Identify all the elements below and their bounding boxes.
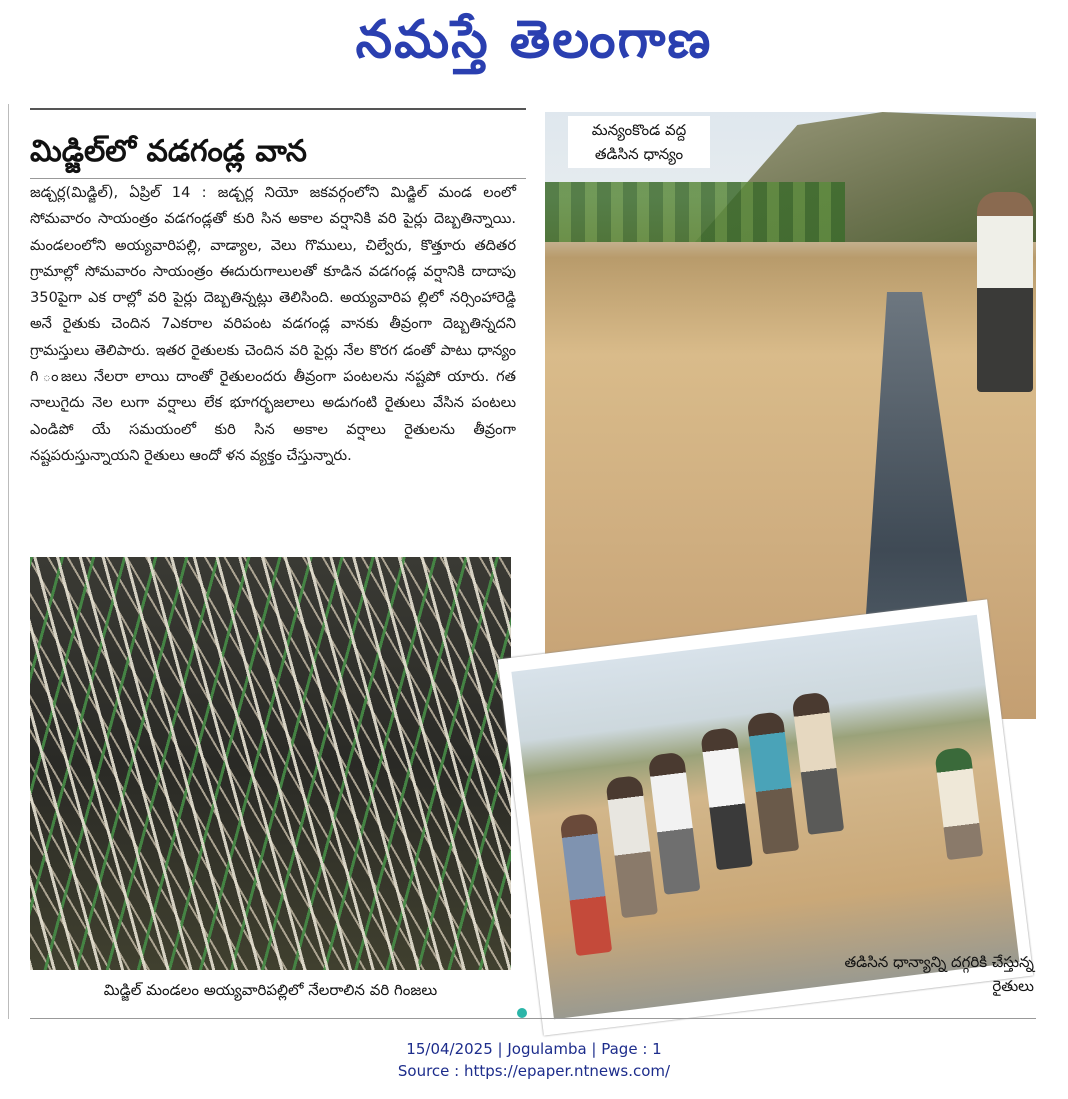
article-body: జడ్చర్ల(మిడ్జిల్), ఏప్రిల్ 14 : జడ్చర్ల నియో జకవర్గంలోని మిడ్జిల్ మండ లంలో సోమవారం సాయంత్రం వడగండ్లతో కురి సిన అకాల వర్షానికి వరి పైర్లు దెబ్బతిన్నాయి. మండలంలోని అయ్యవారిపల్లి, వాడ్యాల, వెలు గొములు, చిల్వేరు, కొత్తూరు తదితర గ్రామాల్లో సోమవారం సాయంత్రం ఈదురుగాలులతో కూడిన వడగండ్ల వర్షానికి దాదాపు 350పైగా ఎక రాల్లో వరి పైర్లు దెబ్బతిన్నట్లు తెలిసింది. అయ్యవారిప ల్లిలో నర్సింహారెడ్డి అనే రైతుకు చెందిన 7ఎకరాల వరిపంట వడగండ్ల వానకు తీవ్రంగా దెబ్బతిన్నదని గ్రామస్తులు తెలిపారు. ఇతర రైతులకు చెందిన వరి పైర్లు నేల కొరగ డంతో పాటు ధాన్యం గి ంజలు నేలరా లాయి దాంతో రైతులందరు తీవ్రంగా పంటలను నష్టపో యారు. గత నాలుగైదు నెల లుగా వర్షాలు లేక భూగర్భజలాలు అడుగంటి రైతులు వేసిన పంటలు ఎండిపో యే సమయంలో కురి సిన అకాల వర్షాలు రైతులను తీవ్రంగా నష్టపరుస్తున్నాయని రైతులు ఆందో ళన వ్యక్తం చేస్తున్నారు. xyxy=(30,184,516,464)
column-divider xyxy=(8,104,9,1019)
article-headline: మిడ్జిల్‌లో వడగండ్ల వాన xyxy=(30,134,307,169)
photo-figure xyxy=(700,727,753,870)
headline-bottom-rule xyxy=(30,178,526,179)
footer-source: Source : https://epaper.ntnews.com/ xyxy=(397,1062,671,1080)
fallen-paddy-photo xyxy=(30,557,511,970)
footer-date-edition: 15/04/2025 | Jogulamba | Page : 1 xyxy=(406,1040,662,1058)
photo-figure xyxy=(559,813,612,956)
photo-trees xyxy=(545,182,845,242)
grass-photo-caption: మిడ్జిల్ మండలం అయ్యవారిపల్లిలో నేలరాలిన వరి గింజలు xyxy=(103,981,438,999)
photo-figure xyxy=(746,711,799,854)
headline-top-rule xyxy=(30,108,526,110)
group-photo-caption: తడిసిన ధాన్యాన్ని దగ్గరికి చేస్తున్న రైతులు xyxy=(844,953,1034,995)
photo-figure xyxy=(648,752,701,895)
footer-rule xyxy=(30,1018,1036,1019)
photo-figure xyxy=(605,775,658,918)
photo-figure xyxy=(934,747,983,861)
photo-figure xyxy=(791,692,844,835)
photo-person xyxy=(977,192,1033,392)
masthead-logo: నమస్తే తెలంగాణ xyxy=(355,10,713,70)
page-marker-icon xyxy=(517,1008,527,1018)
road-photo-caption: మన్యంకొండ వద్ద తడిసిన ధాన్యం xyxy=(568,116,710,168)
